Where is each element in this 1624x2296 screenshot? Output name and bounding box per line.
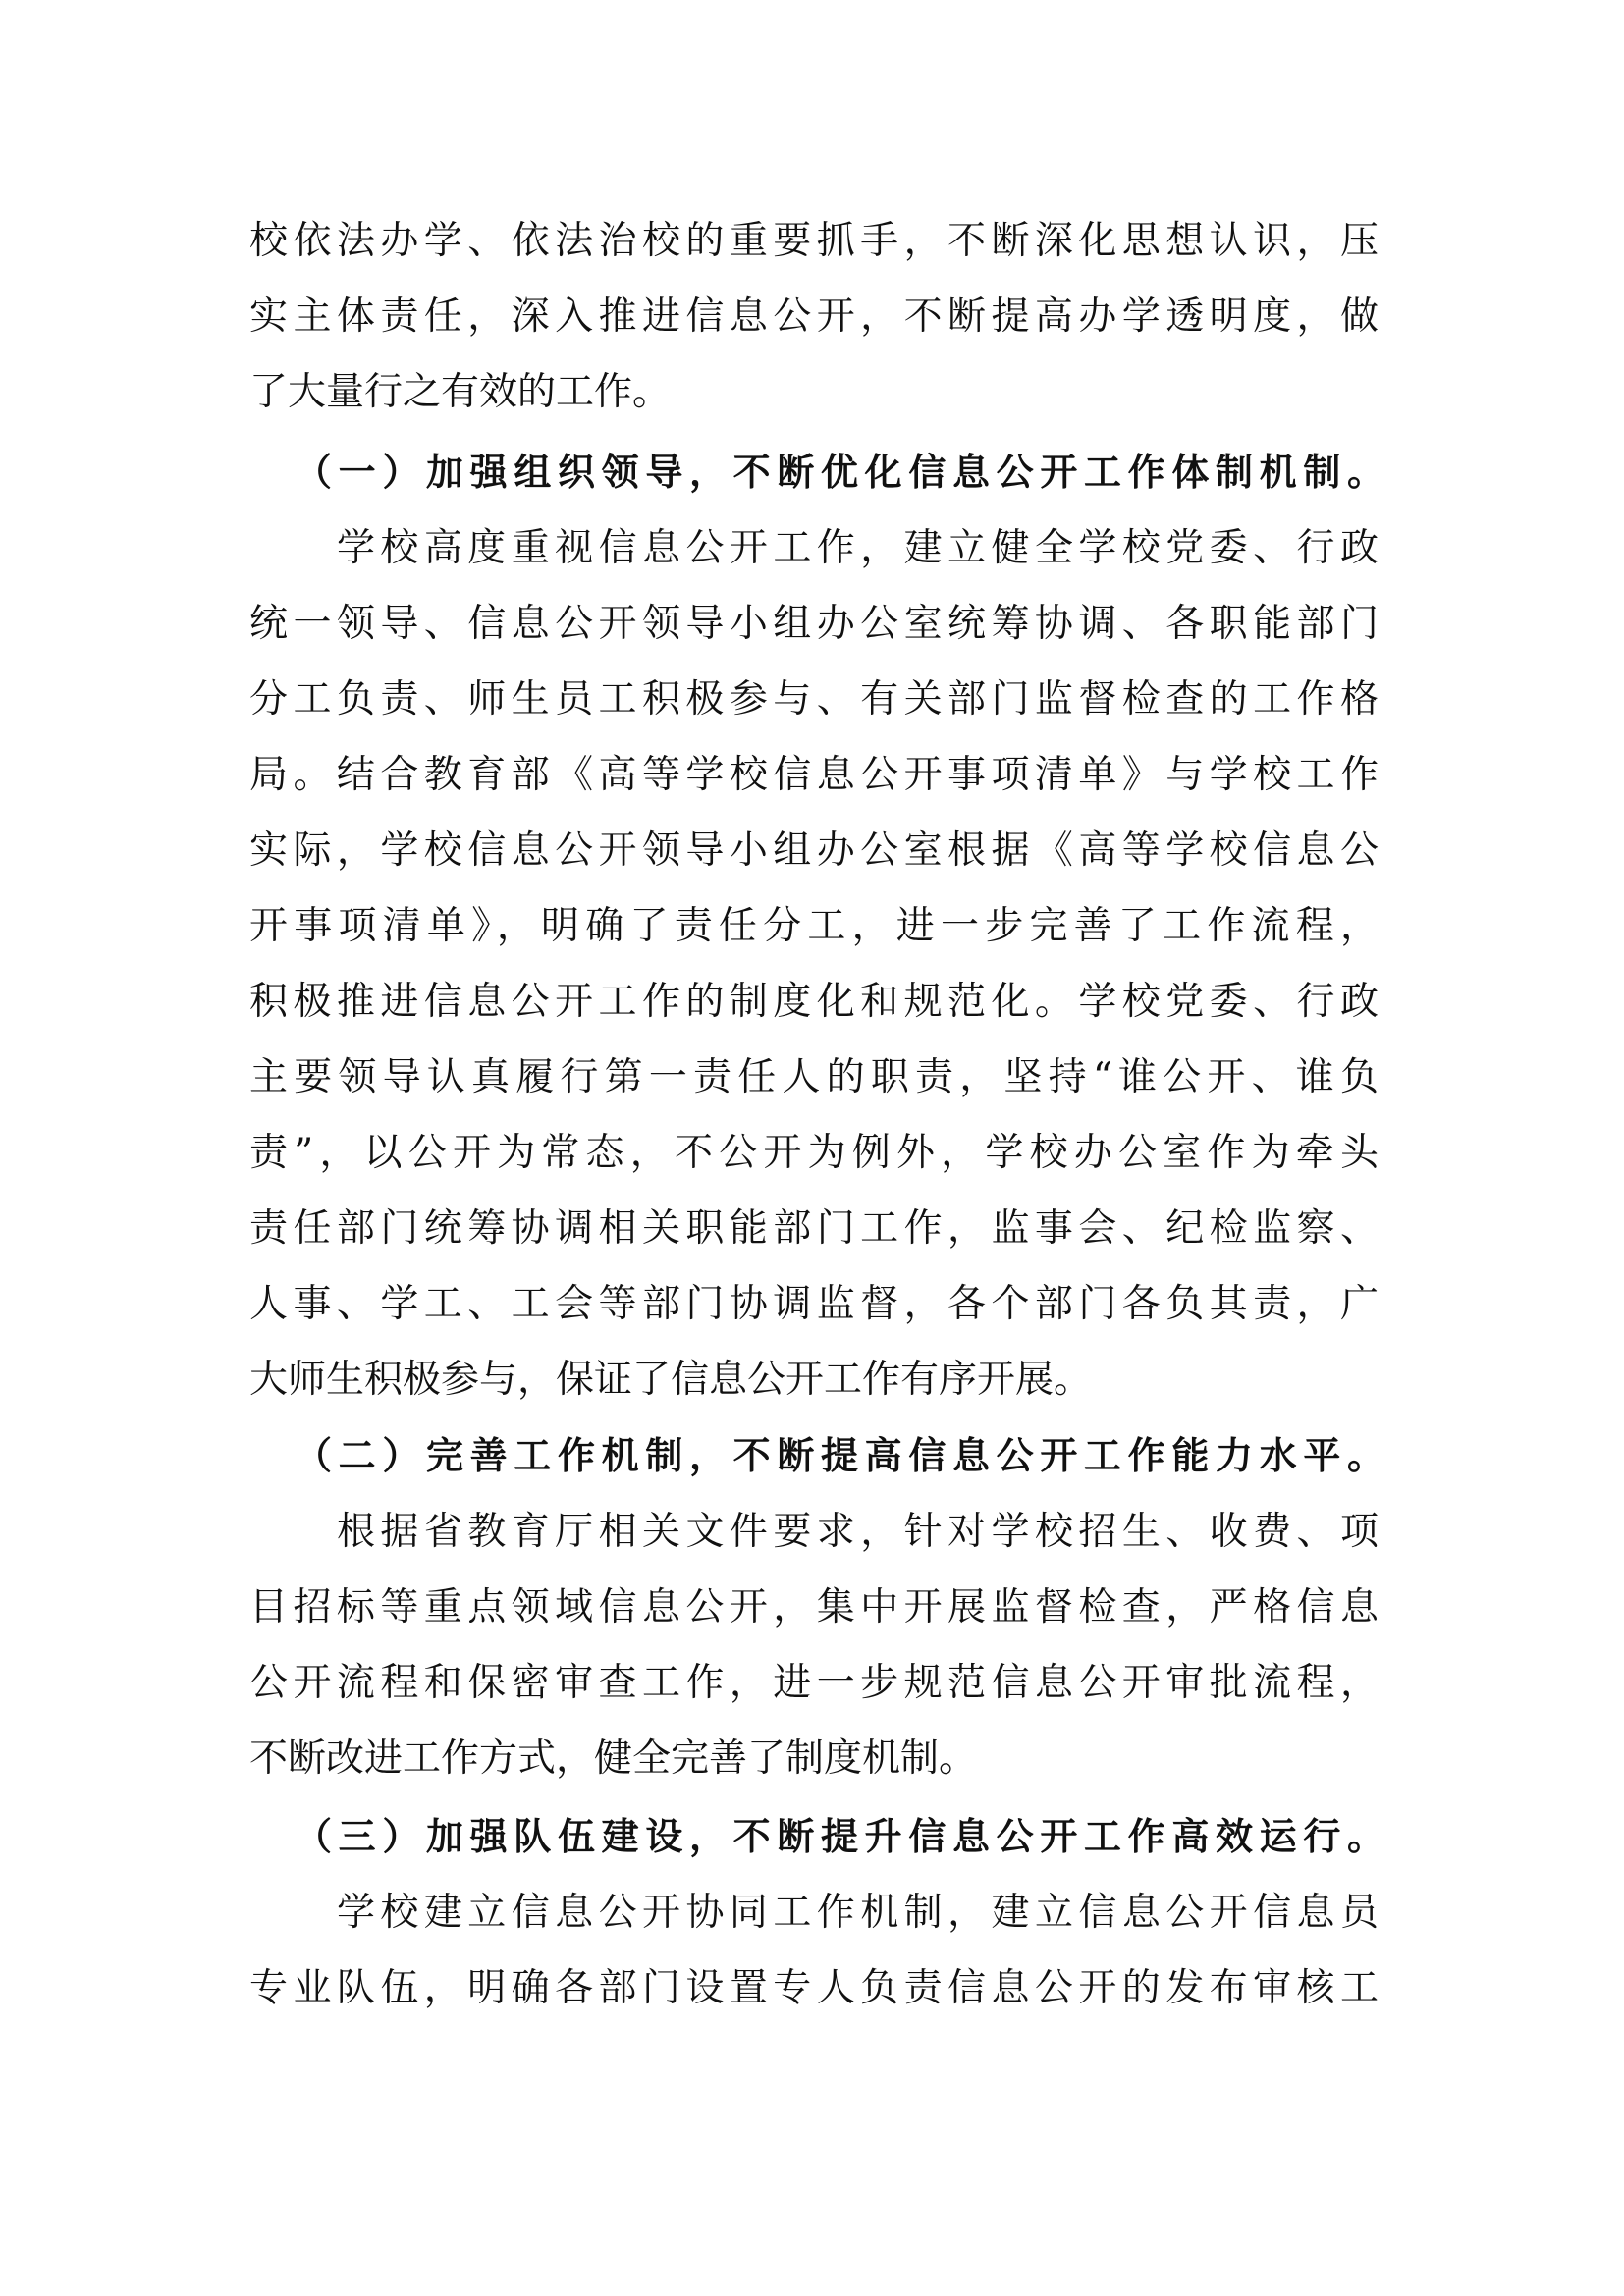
section-heading-1: （一）加强组织领导，不断优化信息公开工作体制机制。 bbox=[295, 451, 1384, 494]
text-line: 根据省教育厅相关文件要求，针对学校招生、收费、项 bbox=[337, 1510, 1379, 1554]
text-line: 开事项清单》，明确了责任分工，进一步完善了工作流程， bbox=[249, 904, 1379, 948]
text-line: 不断改进工作方式，健全完善了制度机制。 bbox=[249, 1736, 978, 1781]
text-line: 实际，学校信息公开领导小组办公室根据《高等学校信息公 bbox=[249, 828, 1379, 873]
text-line: 校依法办学、依法治校的重要抓手，不断深化思想认识，压 bbox=[249, 219, 1379, 263]
text-line: 主要领导认真履行第一责任人的职责，坚持“谁公开、谁负 bbox=[249, 1055, 1379, 1099]
text-line: 学校建立信息公开协同工作机制，建立信息公开信息员 bbox=[337, 1891, 1379, 1935]
text-line: 学校高度重视信息公开工作，建立健全学校党委、行政 bbox=[337, 526, 1379, 570]
text-line: 统一领导、信息公开领导小组办公室统筹协调、各职能部门 bbox=[249, 602, 1379, 646]
text-line: 积极推进信息公开工作的制度化和规范化。学校党委、行政 bbox=[249, 980, 1379, 1024]
text-line: 责任部门统筹协调相关职能部门工作，监事会、纪检监察、 bbox=[249, 1206, 1379, 1251]
text-line: 实主体责任，深入推进信息公开，不断提高办学透明度，做 bbox=[249, 294, 1379, 339]
text-line: 专业队伍，明确各部门设置专人负责信息公开的发布审核工 bbox=[249, 1966, 1379, 2010]
text-line: 大师生积极参与，保证了信息公开工作有序开展。 bbox=[249, 1358, 1093, 1402]
text-line: 分工负责、师生员工积极参与、有关部门监督检查的工作格 bbox=[249, 677, 1379, 721]
text-line: 了大量行之有效的工作。 bbox=[249, 370, 672, 414]
text-line: 人事、学工、工会等部门协调监督，各个部门各负其责，广 bbox=[249, 1282, 1379, 1326]
section-heading-2: （二）完善工作机制，不断提高信息公开工作能力水平。 bbox=[295, 1434, 1384, 1477]
section-heading-3: （三）加强队伍建设，不断提升信息公开工作高效运行。 bbox=[295, 1815, 1384, 1858]
text-line: 目招标等重点领域信息公开，集中开展监督检查，严格信息 bbox=[249, 1585, 1379, 1629]
text-line: 责”，以公开为常态，不公开为例外，学校办公室作为牵头 bbox=[249, 1131, 1379, 1175]
text-line: 公开流程和保密审查工作，进一步规范信息公开审批流程， bbox=[249, 1661, 1379, 1705]
text-line: 局。结合教育部《高等学校信息公开事项清单》与学校工作 bbox=[249, 753, 1379, 797]
